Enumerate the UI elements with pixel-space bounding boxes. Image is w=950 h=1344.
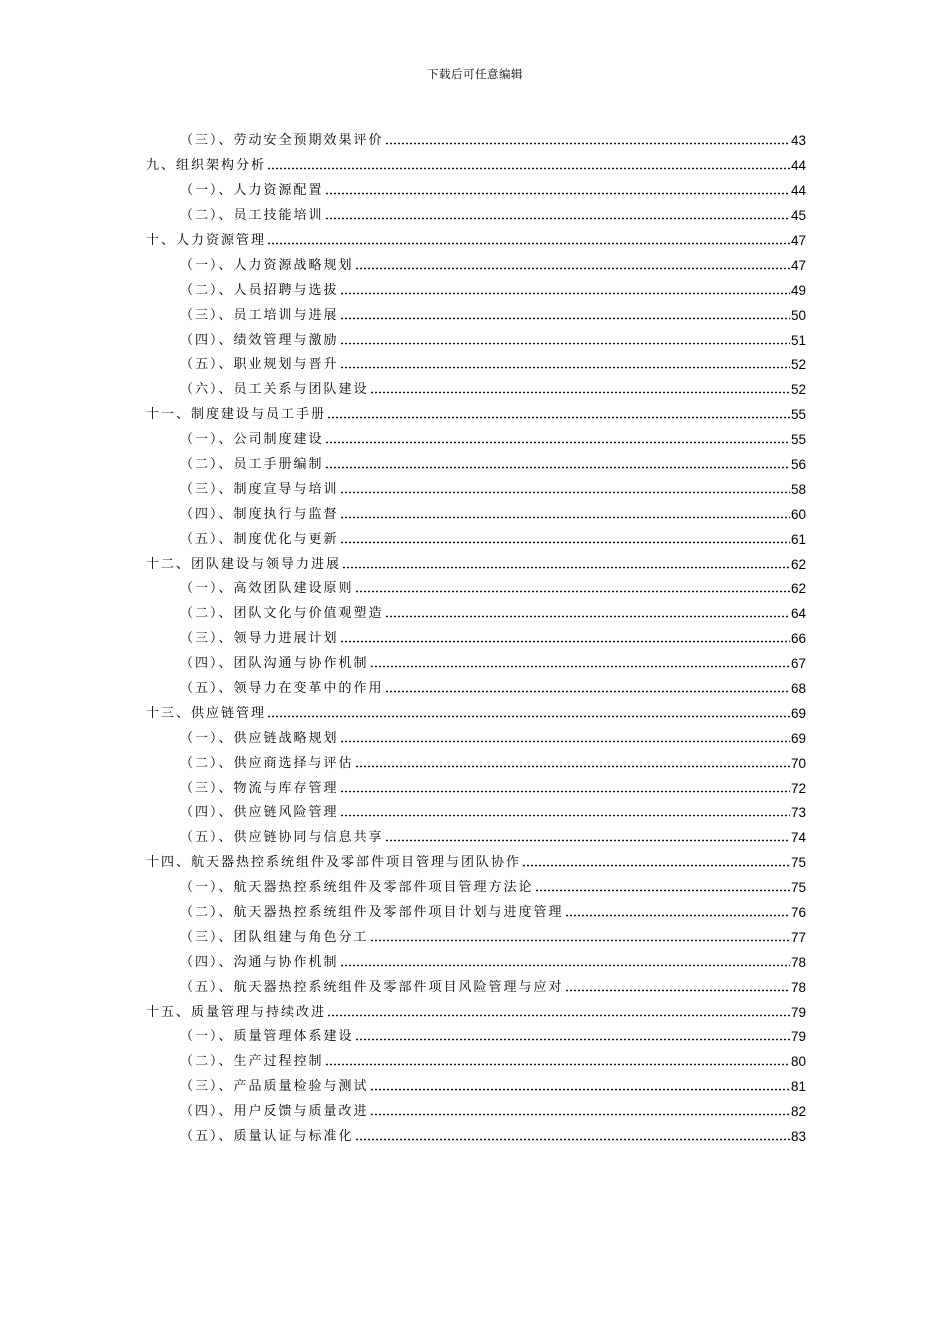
- toc-section-entry[interactable]: [146, 373, 806, 398]
- toc-dot-leader: [370, 391, 790, 394]
- toc-section-entry[interactable]: [146, 523, 806, 548]
- toc-page-number: 61: [790, 531, 806, 547]
- toc-dot-leader: [327, 416, 790, 419]
- toc-entry-title: （二）、航天器热控系统组件及零部件项目计划与进度管理: [180, 905, 564, 920]
- toc-dot-leader: [370, 1088, 790, 1091]
- toc-page-number: 80: [790, 1054, 806, 1070]
- toc-entry-title: （四）、团队沟通与协作机制: [180, 656, 369, 672]
- toc-dot-leader: [267, 242, 790, 245]
- toc-page-number: 44: [790, 158, 806, 174]
- toc-page-number: 74: [790, 830, 806, 846]
- toc-entry-title: （二）、生产过程控制: [180, 1054, 324, 1070]
- toc-entry-title: （三）、制度宣导与培训: [180, 481, 339, 497]
- toc-page-number: 70: [790, 755, 806, 771]
- toc-page-number: 77: [790, 929, 806, 945]
- toc-page-number: 47: [790, 232, 806, 248]
- toc-dot-leader: [340, 740, 790, 743]
- toc-page-number: 64: [790, 606, 806, 622]
- toc-section-entry[interactable]: [146, 946, 806, 971]
- toc-dot-leader: [565, 989, 790, 992]
- toc-entry-title: （五）、领导力在变革中的作用: [180, 680, 384, 696]
- toc-page-number: 75: [790, 880, 806, 896]
- toc-entry-title: （四）、用户反馈与质量改进: [180, 1104, 369, 1120]
- toc-section-entry[interactable]: [146, 274, 806, 299]
- toc-dot-leader: [385, 690, 790, 693]
- toc-section-entry[interactable]: [146, 324, 806, 349]
- toc-section-entry[interactable]: [146, 1095, 806, 1120]
- toc-chapter-entry[interactable]: [146, 398, 806, 423]
- toc-dot-leader: [325, 217, 790, 220]
- toc-section-entry[interactable]: [146, 125, 806, 150]
- toc-page-number: 82: [790, 1104, 806, 1120]
- toc-section-entry[interactable]: [146, 1070, 806, 1095]
- toc-entry-title: （三）、劳动安全预期效果评价: [180, 133, 384, 149]
- toc-chapter-entry[interactable]: [146, 697, 806, 722]
- toc-dot-leader: [355, 590, 790, 593]
- toc-dot-leader: [340, 790, 790, 793]
- toc-dot-leader: [325, 466, 790, 469]
- toc-dot-leader: [267, 715, 790, 718]
- toc-page-number: 56: [790, 456, 806, 472]
- toc-page-number: 62: [790, 581, 806, 597]
- toc-dot-leader: [340, 814, 790, 817]
- toc-entry-title: （六）、员工关系与团队建设: [180, 382, 369, 398]
- toc-entry-title: （一）、航天器热控系统组件及零部件项目管理方法论: [180, 880, 534, 896]
- toc-section-entry[interactable]: [146, 448, 806, 473]
- toc-page-number: 47: [790, 257, 806, 273]
- toc-entry-title: （一）、人力资源战略规划: [180, 257, 354, 273]
- toc-entry-title: 十三、供应链管理: [146, 705, 267, 721]
- toc-chapter-entry[interactable]: [146, 149, 806, 174]
- toc-entry-title: （五）、质量认证与标准化: [180, 1129, 354, 1145]
- toc-page-number: 75: [790, 855, 806, 871]
- toc-dot-leader: [342, 566, 790, 569]
- toc-entry-title: （二）、人员招聘与选拔: [180, 282, 339, 298]
- toc-chapter-entry[interactable]: [146, 996, 806, 1021]
- toc-entry-title: （二）、员工手册编制: [180, 456, 324, 472]
- toc-section-entry[interactable]: [146, 473, 806, 498]
- toc-page-number: 69: [790, 730, 806, 746]
- toc-section-entry[interactable]: [146, 174, 806, 199]
- toc-page-number: 72: [790, 780, 806, 796]
- toc-section-entry[interactable]: [146, 1045, 806, 1070]
- toc-page-number: 78: [790, 979, 806, 995]
- toc-section-entry[interactable]: [146, 622, 806, 647]
- toc-page-number: 68: [790, 680, 806, 696]
- toc-dot-leader: [370, 939, 790, 942]
- toc-dot-leader: [355, 1138, 790, 1141]
- toc-entry-title: 十四、航天器热控系统组件及零部件项目管理与团队协作: [146, 855, 522, 871]
- toc-dot-leader: [565, 914, 790, 917]
- toc-page-number: 73: [790, 805, 806, 821]
- toc-dot-leader: [370, 1113, 790, 1116]
- toc-section-entry[interactable]: [146, 597, 806, 622]
- toc-dot-leader: [340, 640, 790, 643]
- toc-entry-title: （二）、员工技能培训: [180, 208, 324, 224]
- toc-page-number: 45: [790, 208, 806, 224]
- toc-entry-title: （五）、职业规划与晋升: [180, 357, 339, 373]
- toc-entry-title: （四）、沟通与协作机制: [180, 954, 339, 970]
- toc-page-number: 52: [790, 357, 806, 373]
- toc-section-entry[interactable]: [146, 1120, 806, 1145]
- toc-page-number: 79: [790, 1004, 806, 1020]
- toc-page-number: 78: [790, 954, 806, 970]
- toc-page-number: 76: [790, 905, 806, 920]
- toc-section-entry[interactable]: [146, 921, 806, 946]
- toc-entry-title: （一）、公司制度建设: [180, 432, 324, 448]
- toc-section-entry[interactable]: [146, 797, 806, 822]
- toc-section-entry[interactable]: [146, 672, 806, 697]
- toc-page-number: 49: [790, 282, 806, 298]
- toc-entry-title: （一）、人力资源配置: [180, 183, 324, 199]
- toc-dot-leader: [340, 516, 790, 519]
- toc-page-number: 50: [790, 307, 806, 323]
- toc-dot-leader: [325, 441, 790, 444]
- toc-page-number: 81: [790, 1079, 806, 1095]
- toc-page-number: 43: [790, 133, 806, 149]
- toc-page-number: 69: [790, 705, 806, 721]
- toc-entry-title: （一）、质量管理体系建设: [180, 1029, 354, 1045]
- toc-section-entry[interactable]: [146, 647, 806, 672]
- toc-section-entry[interactable]: [146, 971, 806, 996]
- toc-entry-title: （三）、领导力进展计划: [180, 631, 339, 647]
- toc-chapter-entry[interactable]: [146, 224, 806, 249]
- toc-dot-leader: [340, 342, 790, 345]
- toc-page-number: 62: [790, 556, 806, 572]
- toc-dot-leader: [385, 615, 790, 618]
- toc-chapter-entry[interactable]: [146, 548, 806, 573]
- toc-section-entry[interactable]: [146, 573, 806, 598]
- toc-entry-title: （五）、航天器热控系统组件及零部件项目风险管理与应对: [180, 979, 564, 995]
- toc-dot-leader: [355, 267, 790, 270]
- toc-entry-title: （三）、物流与库存管理: [180, 780, 339, 796]
- toc-dot-leader: [340, 292, 790, 295]
- toc-section-entry[interactable]: [146, 747, 806, 772]
- toc-dot-leader: [535, 889, 790, 892]
- toc-page-number: 55: [790, 407, 806, 423]
- toc-section-entry[interactable]: [146, 722, 806, 747]
- toc-dot-leader: [340, 317, 790, 320]
- toc-entry-title: （二）、团队文化与价值观塑造: [180, 606, 384, 622]
- toc-dot-leader: [355, 765, 790, 768]
- toc-entry-title: 十五、质量管理与持续改进: [146, 1004, 327, 1020]
- toc-entry-title: （五）、供应链协同与信息共享: [180, 830, 384, 846]
- toc-dot-leader: [325, 192, 790, 195]
- toc-section-entry[interactable]: [146, 249, 806, 274]
- toc-section-entry[interactable]: [146, 772, 806, 797]
- toc-chapter-entry[interactable]: [146, 846, 806, 871]
- toc-dot-leader: [327, 1014, 790, 1017]
- toc-section-entry[interactable]: [146, 896, 806, 921]
- toc-section-entry[interactable]: [146, 299, 806, 324]
- toc-entry-title: （四）、制度执行与监督: [180, 506, 339, 522]
- toc-section-entry[interactable]: [146, 199, 806, 224]
- toc-entry-title: （三）、团队组建与角色分工: [180, 929, 369, 945]
- toc-dot-leader: [325, 1063, 790, 1066]
- toc-dot-leader: [370, 665, 790, 668]
- toc-page-number: 51: [790, 332, 806, 348]
- toc-entry-title: （三）、产品质量检验与测试: [180, 1079, 369, 1095]
- toc-dot-leader: [340, 366, 790, 369]
- toc-section-entry[interactable]: [146, 821, 806, 846]
- toc-page-number: 44: [790, 183, 806, 199]
- toc-entry-title: 十、人力资源管理: [146, 232, 267, 248]
- toc-page-number: 55: [790, 432, 806, 448]
- toc-section-entry[interactable]: [146, 1021, 806, 1046]
- toc-page-number: 66: [790, 631, 806, 647]
- table-of-contents: [146, 125, 806, 1146]
- toc-dot-leader: [340, 541, 790, 544]
- toc-entry-title: 九、组织架构分析: [146, 158, 267, 174]
- toc-entry-title: （一）、供应链战略规划: [180, 730, 339, 746]
- toc-dot-leader: [355, 1038, 790, 1041]
- toc-page-number: 52: [790, 382, 806, 398]
- toc-dot-leader: [385, 142, 790, 145]
- toc-dot-leader: [385, 839, 790, 842]
- toc-entry-title: （五）、制度优化与更新: [180, 531, 339, 547]
- toc-dot-leader: [340, 491, 790, 494]
- toc-entry-title: （三）、员工培训与进展: [180, 307, 339, 323]
- toc-entry-title: （二）、供应商选择与评估: [180, 755, 354, 771]
- toc-entry-title: （四）、绩效管理与激励: [180, 332, 339, 348]
- toc-dot-leader: [522, 864, 790, 867]
- toc-section-entry[interactable]: [146, 423, 806, 448]
- toc-entry-title: （一）、高效团队建设原则: [180, 581, 354, 597]
- toc-dot-leader: [267, 167, 790, 170]
- toc-page-number: 58: [790, 481, 806, 497]
- toc-section-entry[interactable]: [146, 871, 806, 896]
- toc-page-number: 83: [790, 1129, 806, 1145]
- page-header: 下载后可任意编辑: [427, 67, 523, 81]
- toc-section-entry[interactable]: [146, 498, 806, 523]
- toc-section-entry[interactable]: [146, 349, 806, 374]
- toc-entry-title: （四）、供应链风险管理: [180, 805, 339, 821]
- toc-page-number: 79: [790, 1029, 806, 1045]
- toc-dot-leader: [340, 964, 790, 967]
- toc-page-number: 60: [790, 506, 806, 522]
- toc-entry-title: 十二、团队建设与领导力进展: [146, 556, 342, 572]
- toc-page-number: 67: [790, 656, 806, 672]
- toc-entry-title: 十一、制度建设与员工手册: [146, 407, 327, 423]
